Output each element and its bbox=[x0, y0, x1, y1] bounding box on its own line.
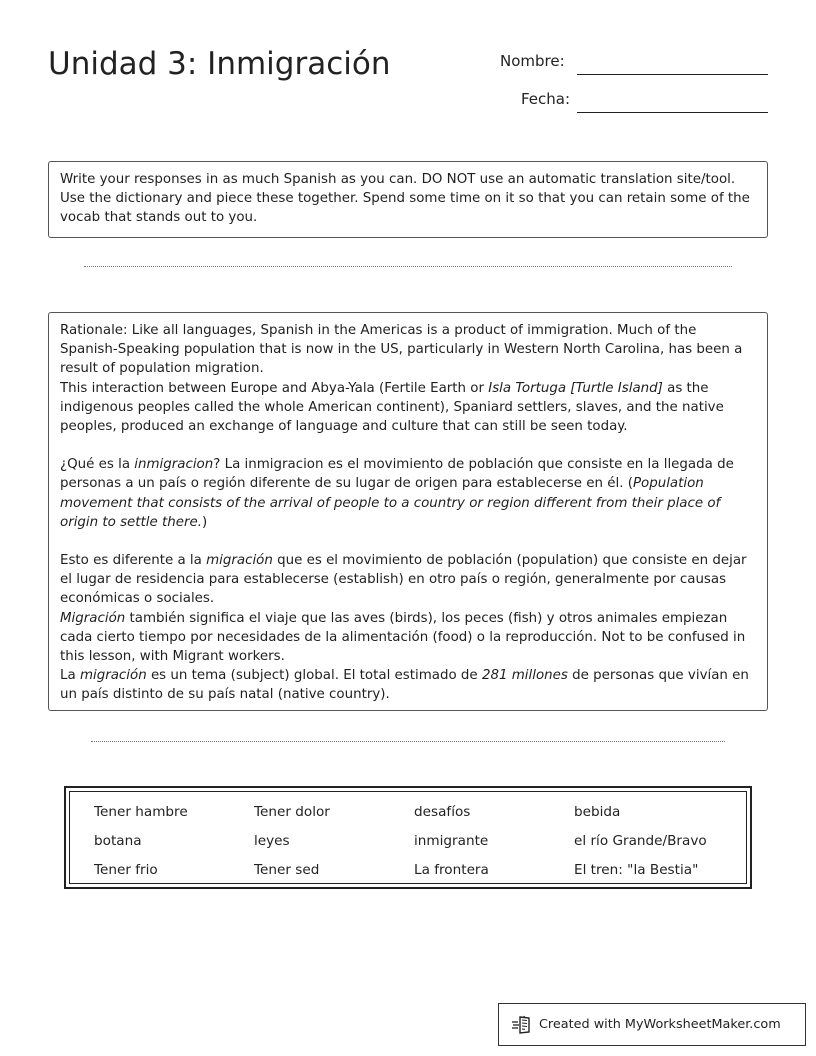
vocab-word: botana bbox=[94, 833, 142, 849]
footer-credit[interactable] bbox=[498, 1003, 806, 1046]
footer-text: Created with MyWorksheetMaker.com bbox=[539, 1017, 781, 1032]
rationale-paragraph-2 bbox=[60, 455, 756, 532]
rationale-text: ? La inmigracion es el movimiento de población que consiste en la llegada de personas a un país o región diferente de su lugar de origen para establecerse en él. ( bbox=[60, 457, 734, 492]
rationale-text: This interaction between Europe and Abya-Yala (Fertile Earth or bbox=[60, 380, 489, 396]
vocab-word: leyes bbox=[254, 833, 290, 849]
rationale-text: Rationale: Like all languages, Spanish in the Americas is a product of immigration. Much of the Spanish-Speaking population that is now in the US, particularly in Western North Carolina, has been a result of population migration. bbox=[60, 323, 743, 377]
rationale-paragraph-3 bbox=[60, 551, 756, 705]
rationale-text: ¿Qué es la bbox=[60, 457, 135, 473]
instructions-text: Write your responses in as much Spanish as you can. DO NOT use an automatic translation site/tool. Use the dictionary and piece these together. Spend some time on it so that you can retain some of the vocab that stands out to you. bbox=[60, 172, 750, 226]
rationale-italic: Population movement that consists of the arrival of people to a country or region different from their place of origin to settle there. bbox=[60, 476, 721, 530]
vocab-box bbox=[64, 786, 752, 889]
rationale-text: Esto es diferente a la bbox=[60, 553, 207, 569]
page-title: Unidad 3: Inmigración bbox=[48, 46, 391, 82]
rationale-text: de personas que vivían en un país distinto de su país natal (native country). bbox=[60, 668, 749, 703]
rationale-italic: inmigracion bbox=[134, 457, 214, 473]
rationale-box bbox=[48, 312, 768, 711]
vocab-word: El tren: "la Bestia" bbox=[574, 862, 699, 878]
divider bbox=[84, 266, 732, 267]
vocab-grid bbox=[94, 802, 744, 880]
rationale-text: ) bbox=[202, 514, 208, 530]
rationale-paragraph-1 bbox=[60, 321, 756, 436]
vocab-word: desafíos bbox=[414, 804, 471, 820]
vocab-word: Tener sed bbox=[254, 862, 320, 878]
vocab-word: inmigrante bbox=[414, 833, 489, 849]
vocab-word: bebida bbox=[574, 804, 621, 820]
date-field[interactable] bbox=[577, 112, 768, 113]
vocab-word: el río Grande/Bravo bbox=[574, 833, 707, 849]
rationale-text: es un tema (subject) global. El total estimado de bbox=[146, 668, 482, 684]
vocab-word: La frontera bbox=[414, 862, 489, 878]
divider bbox=[91, 741, 725, 742]
instructions-box bbox=[48, 161, 768, 238]
vocab-word: Tener dolor bbox=[254, 804, 330, 820]
name-field[interactable] bbox=[577, 74, 768, 75]
vocab-word: Tener hambre bbox=[94, 804, 188, 820]
date-label: Fecha: bbox=[521, 90, 571, 108]
rationale-text: también significa el viaje que las aves (birds), los peces (fish) y otros animales empiezan cada cierto tiempo por necesidades de la alimentación (food) o la reproducción. Not to be confused in this lesson, with Migrant workers. bbox=[60, 610, 746, 665]
rationale-italic: migración bbox=[206, 553, 273, 569]
rationale-text: as the indigenous peoples called the whole American continent), Spaniard settlers, slaves, and the native peoples, produced an exchange of language and culture that can still be seen today. bbox=[60, 380, 724, 435]
name-label: Nombre: bbox=[500, 52, 565, 70]
rationale-italic: Isla Tortuga [Turtle Island] bbox=[488, 380, 663, 396]
vocab-word: Tener frio bbox=[94, 862, 158, 878]
rationale-italic: migración bbox=[79, 668, 147, 684]
rationale-italic: Migración bbox=[60, 610, 126, 626]
worksheet-logo-icon bbox=[511, 1015, 533, 1035]
rationale-italic: 281 millones bbox=[481, 668, 568, 684]
rationale-text: La bbox=[60, 668, 80, 684]
rationale-text: que es el movimiento de población (population) que consiste en dejar el lugar de residencia para establecerse (establish) en otro país o región, generalmente por causas económicas o sociales. bbox=[60, 553, 747, 607]
